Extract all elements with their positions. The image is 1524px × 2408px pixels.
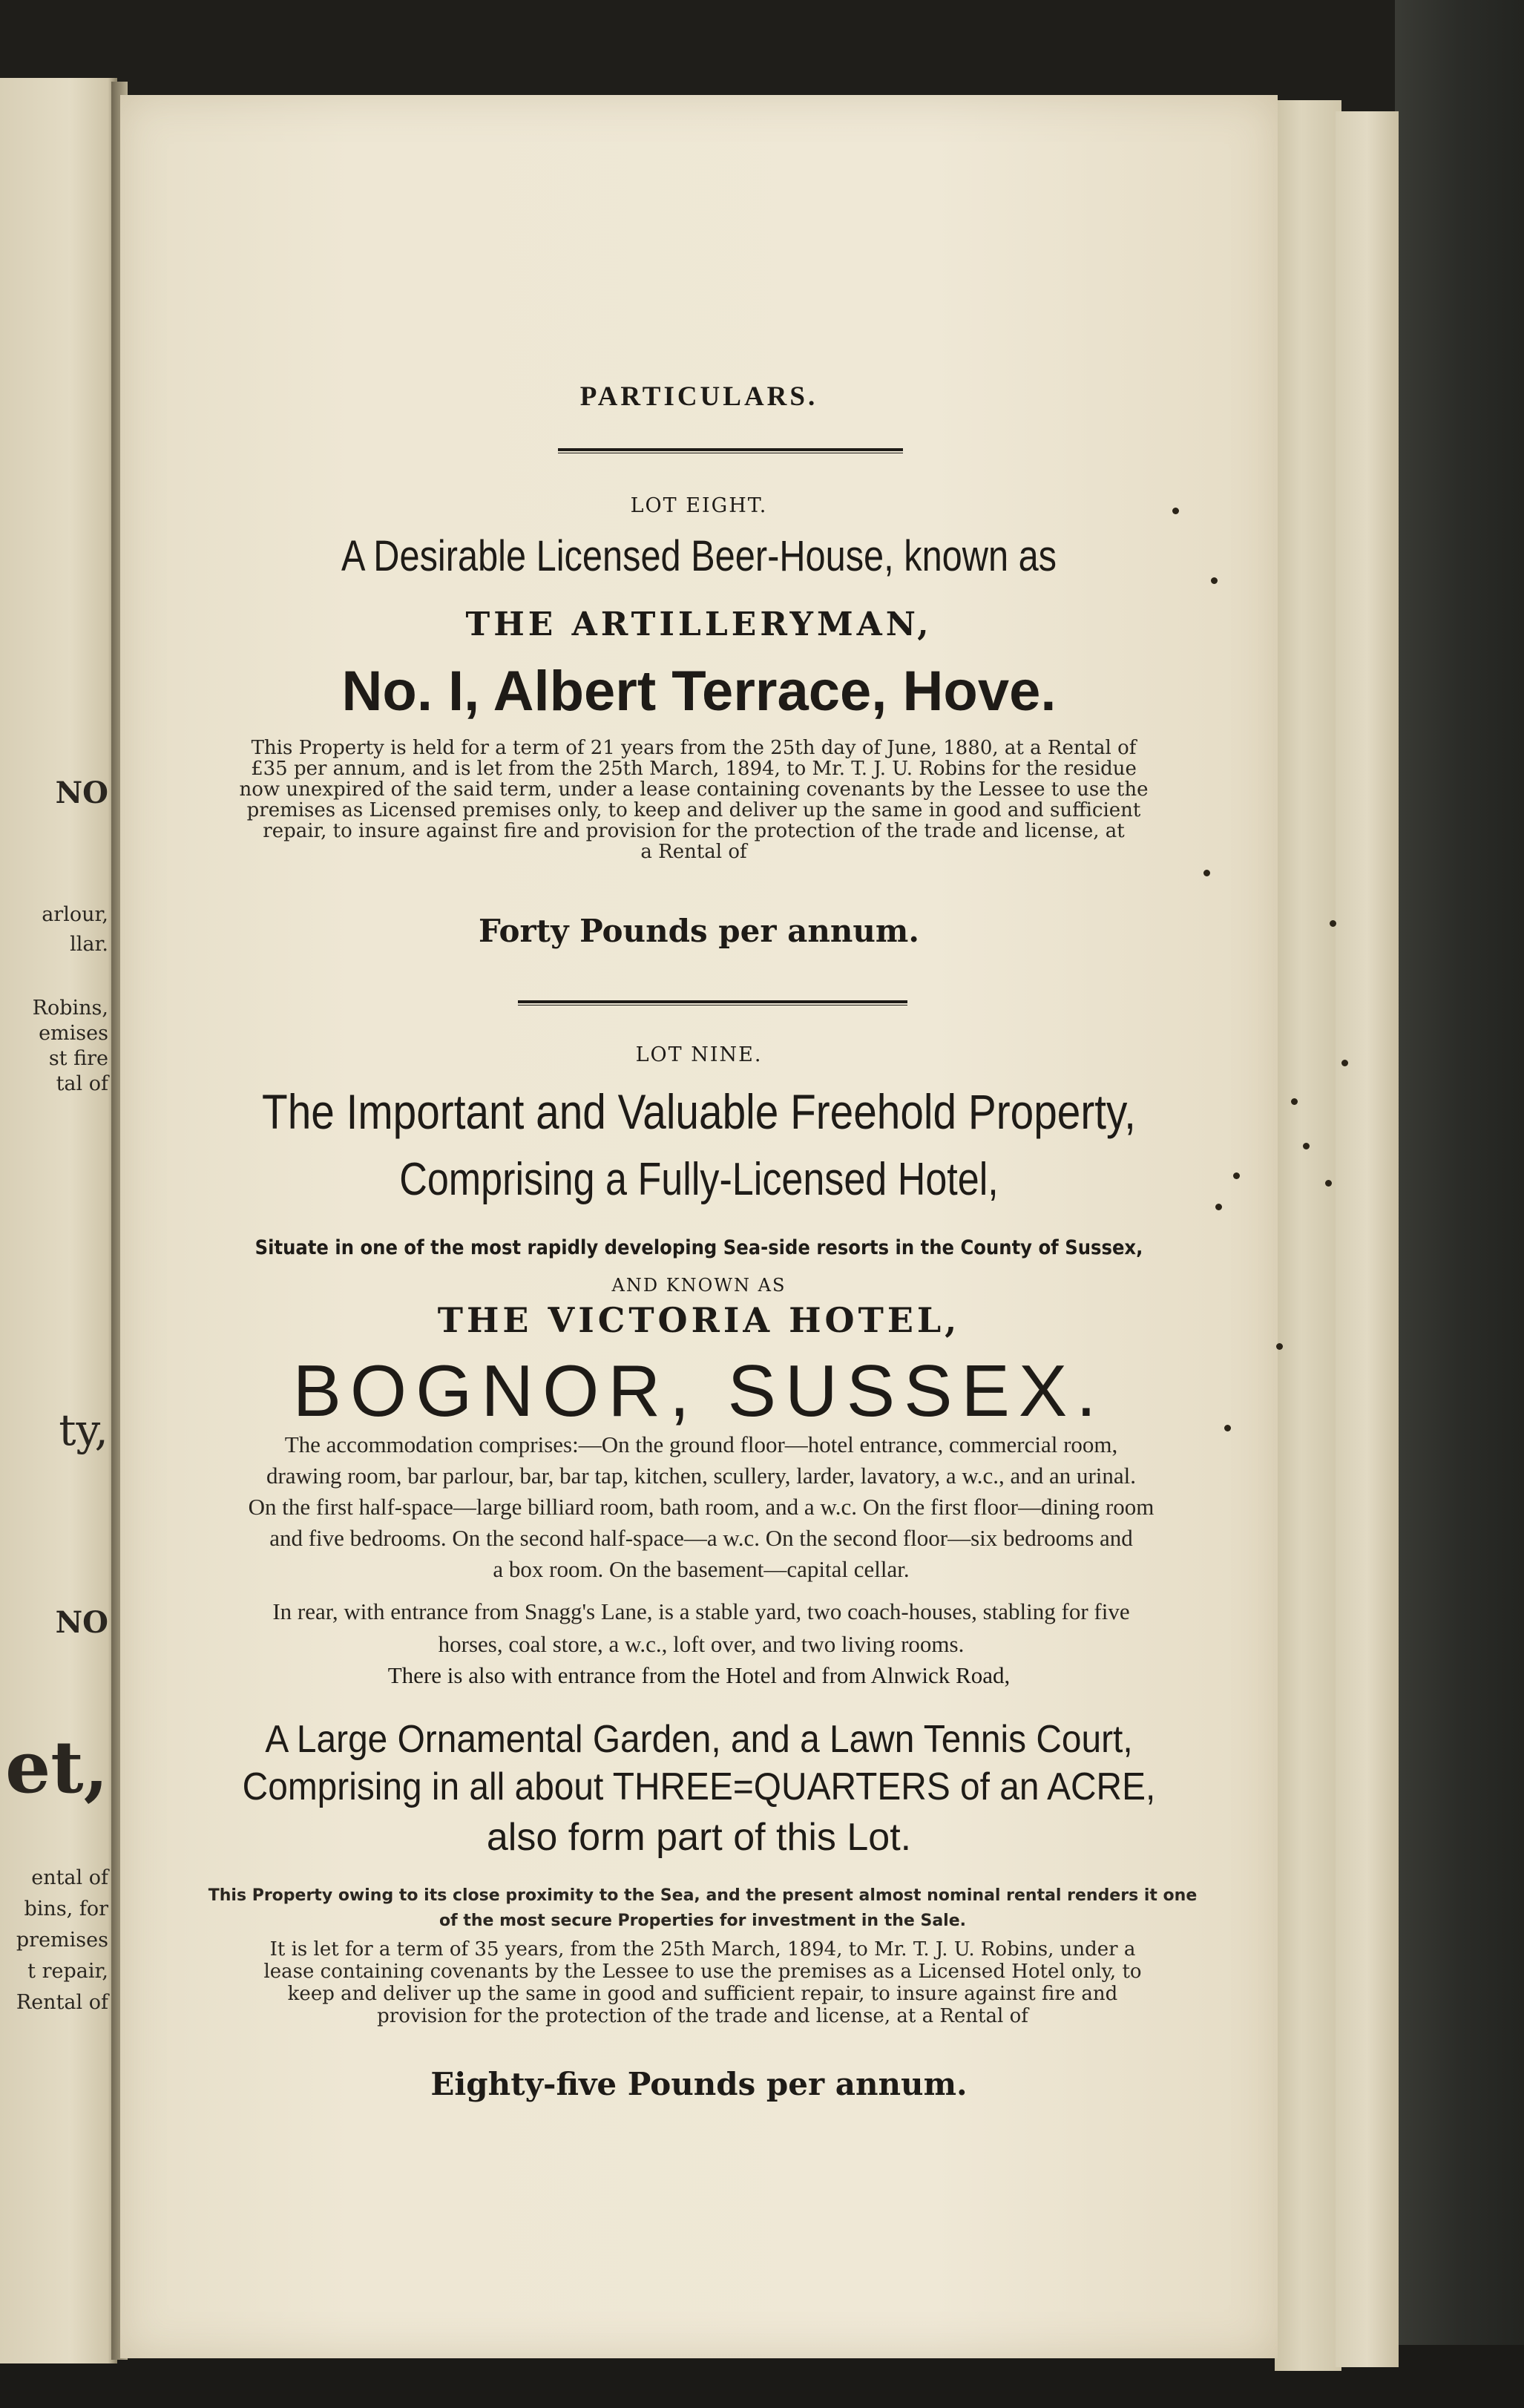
lot-nine-rear (200, 1595, 1202, 1661)
left-facing-page (0, 78, 117, 2363)
accommodation-line: The accommodation comprises:—On the ground floor—hotel entrance, commercial room, (284, 1431, 1118, 1457)
lot-nine-garden-note: also form part of this Lot. (486, 1816, 912, 1859)
description-line: premises as Licensed premises only, to keep and deliver up the same in good and sufficient (246, 799, 1141, 821)
lot-nine-subheadline: Comprising a Fully-Licensed Hotel, (399, 1154, 999, 1205)
accommodation-line: a box room. On the basement—capital cellar. (493, 1556, 910, 1582)
left-fragment: arlour, (42, 903, 108, 926)
lot-nine-name: THE VICTORIA HOTEL, (437, 1300, 961, 1340)
lot-nine-garden-area: Comprising in all about THREE=QUARTERS of an ACRE, (242, 1765, 1156, 1808)
left-fragment: ental of (31, 1866, 108, 1889)
lease-line: provision for the protection of the trade and license, at a Rental of (377, 2005, 1028, 2027)
rear-line: In rear, with entrance from Snagg's Lane, is a stable yard, two coach-houses, stabling for five (272, 1598, 1130, 1624)
ink-speck (1172, 508, 1179, 514)
ink-speck (1341, 1060, 1348, 1066)
lot-nine-rental: Eighty-five Pounds per annum. (430, 2066, 968, 2102)
document-page (120, 95, 1278, 2358)
description-line: repair, to insure against fire and provision for the protection of the trade and license, at (263, 820, 1125, 842)
background-right (1395, 0, 1524, 2408)
left-fragment: emises (39, 1022, 108, 1045)
ink-speck (1330, 920, 1336, 927)
lot-eight-headline: A Desirable Licensed Beer-House, known as (341, 532, 1057, 580)
ink-speck (1224, 1425, 1231, 1431)
lot-nine-situate: Situate in one of the most rapidly developing Sea-side resorts in the County of Sussex, (254, 1236, 1143, 1259)
lease-line: keep and deliver up the same in good and sufficient repair, to insure against fire and (287, 1983, 1118, 2005)
lot-nine-headline: The Important and Valuable Freehold Property, (262, 1084, 1136, 1139)
description-line: £35 per annum, and is let from the 25th March, 1894, to Mr. T. J. U. Robins for the residue (251, 758, 1137, 780)
left-fragment: Rental of (16, 1991, 108, 2014)
left-fragment: Robins, (32, 997, 108, 1020)
page-title: PARTICULARS. (579, 381, 818, 412)
left-fragment: st fire (48, 1047, 108, 1070)
lot-nine-investment-note (199, 1883, 1206, 1934)
note-line: This Property owing to its close proximity to the Sea, and the present almost nominal rental renders it one (208, 1886, 1198, 1905)
lot-nine-label: LOT NINE. (635, 1043, 763, 1066)
lot-nine-lease (199, 1938, 1206, 2027)
left-fragment: ty, (59, 1405, 108, 1455)
lot-eight-address: No. I, Albert Terrace, Hove. (341, 660, 1057, 723)
left-fragment: NO (55, 775, 108, 810)
title-rule (558, 448, 903, 453)
left-fragment: t repair, (27, 1960, 108, 1983)
lease-line: lease containing covenants by the Lessee to use the premises as a Licensed Hotel only, to (263, 1961, 1142, 1983)
lot-nine-known-as: AND KNOWN AS (611, 1275, 786, 1296)
section-rule (518, 1000, 907, 1005)
lot-eight-name: THE ARTILLERYMAN, (465, 606, 933, 643)
lot-eight-description (208, 738, 1180, 862)
accommodation-line: On the first half-space—large billiard room, bath room, and a w.c. On the first floor—dining room (248, 1494, 1155, 1520)
folded-edge (1336, 111, 1399, 2367)
ink-speck (1325, 1180, 1332, 1187)
description-line: now unexpired of the said term, under a lease containing covenants by the Lessee to use the (239, 778, 1149, 801)
description-line: This Property is held for a term of 21 years from the 25th day of June, 1880, at a Rental of (251, 737, 1137, 759)
ink-speck (1215, 1204, 1222, 1210)
lot-nine-place: BOGNOR, SUSSEX. (292, 1350, 1106, 1431)
left-fragment: premises (16, 1929, 108, 1952)
description-line: a Rental of (640, 841, 747, 863)
left-fragment: et, (5, 1725, 108, 1809)
left-fragment: tal of (56, 1072, 108, 1095)
lot-nine-garden: A Large Ornamental Garden, and a Lawn Tennis Court, (265, 1718, 1133, 1761)
accommodation-line: drawing room, bar parlour, bar, bar tap, kitchen, scullery, larder, lavatory, a w.c., and an urinal. (266, 1463, 1137, 1489)
ink-speck (1303, 1143, 1310, 1149)
accommodation-line: and five bedrooms. On the second half-space—a w.c. On the second floor—six bedrooms and (269, 1525, 1133, 1551)
lease-line: It is let for a term of 35 years, from the 25th March, 1894, to Mr. T. J. U. Robins, under a (269, 1938, 1136, 1961)
folded-edge (1275, 100, 1341, 2371)
lot-nine-accommodation (200, 1429, 1202, 1585)
rear-line: horses, coal store, a w.c., loft over, and two living rooms. (438, 1631, 965, 1657)
left-fragment: llar. (70, 933, 108, 956)
lot-eight-label: LOT EIGHT. (630, 494, 768, 517)
ink-speck (1233, 1172, 1240, 1179)
ink-speck (1276, 1343, 1283, 1350)
note-line: of the most secure Properties for investment in the Sale. (439, 1912, 966, 1930)
ink-speck (1211, 577, 1218, 584)
lot-nine-also: There is also with entrance from the Hotel and from Alnwick Road, (387, 1662, 1011, 1688)
ink-speck (1203, 870, 1210, 876)
left-fragment: NO (55, 1605, 108, 1640)
lot-eight-rental: Forty Pounds per annum. (479, 913, 919, 949)
ink-speck (1291, 1098, 1298, 1105)
left-fragment: bins, for (24, 1897, 108, 1920)
